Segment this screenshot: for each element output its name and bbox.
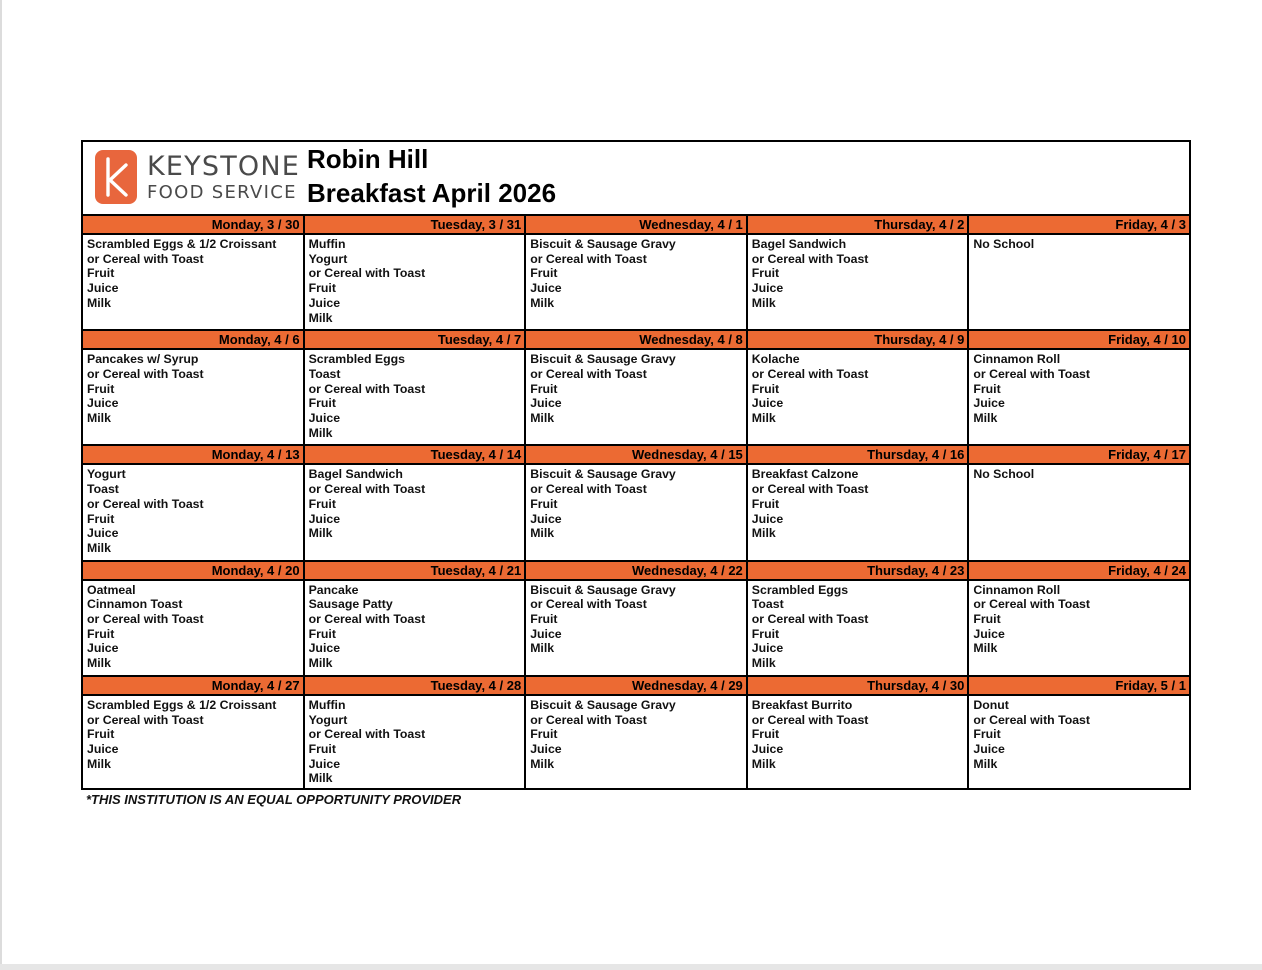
- menu-item: Fruit: [751, 266, 780, 281]
- menu-item: Biscuit & Sausage Gravy: [530, 467, 676, 482]
- menu-item: Cinnamon Roll: [973, 352, 1061, 367]
- menu-item: Scrambled Eggs: [308, 352, 405, 367]
- menu-item: Fruit: [973, 612, 1001, 627]
- day-header: Tuesday, 4 / 14: [305, 446, 525, 465]
- menu-item: Milk: [530, 295, 555, 310]
- menu-frame: [81, 140, 1191, 790]
- day-header: Wednesday, 4 / 15: [526, 446, 746, 465]
- day-header: Wednesday, 4 / 8: [526, 331, 746, 350]
- menu-item: or Cereal with Toast: [751, 366, 869, 381]
- menu-item: Fruit: [751, 381, 780, 396]
- menu-item: or Cereal with Toast: [751, 712, 869, 727]
- menu-item: Juice: [87, 641, 119, 656]
- menu-item: Milk: [973, 641, 998, 656]
- menu-item-list: [748, 235, 968, 311]
- menu-item: Pancakes w/ Syrup: [87, 352, 199, 367]
- school-name: Robin Hill: [307, 144, 429, 174]
- menu-item: Juice: [308, 641, 341, 656]
- menu-item: Fruit: [530, 381, 558, 396]
- menu-item: Juice: [973, 741, 1005, 756]
- menu-item-list: [748, 350, 968, 426]
- page-edge: [0, 0, 2, 970]
- menu-item: or Cereal with Toast: [530, 482, 647, 497]
- menu-item: or Cereal with Toast: [87, 712, 204, 727]
- menu-item-list: [526, 696, 746, 772]
- day-cell: [969, 677, 1189, 790]
- day-cell: [748, 216, 970, 329]
- menu-item-list: [83, 581, 303, 671]
- menu-item: Biscuit & Sausage Gravy: [530, 582, 676, 597]
- menu-item: Juice: [87, 741, 119, 756]
- menu-item: Fruit: [87, 266, 115, 281]
- menu-item: Scrambled Eggs & 1/2 Croissant: [87, 697, 277, 712]
- menu-item: Juice: [87, 396, 119, 411]
- menu-item-list: [748, 465, 968, 541]
- menu-item: Fruit: [973, 381, 1001, 396]
- menu-item-list: [305, 235, 525, 325]
- day-cell: [969, 446, 1189, 559]
- menu-item-list: [969, 581, 1189, 657]
- menu-item: Biscuit & Sausage Gravy: [530, 697, 676, 712]
- menu-item: or Cereal with Toast: [751, 251, 869, 266]
- menu-item: Juice: [87, 281, 119, 296]
- menu-item: Juice: [751, 741, 784, 756]
- menu-item: Pancake: [308, 582, 359, 597]
- day-cell: [305, 677, 527, 790]
- day-header: Friday, 4 / 17: [969, 446, 1189, 465]
- day-cell: [305, 331, 527, 444]
- menu-item: Oatmeal: [87, 582, 136, 597]
- week-row: [83, 216, 1189, 331]
- menu-item: Muffin: [308, 237, 346, 251]
- menu-item: Fruit: [530, 727, 558, 742]
- menu-item-list: [305, 581, 525, 671]
- day-cell: [748, 331, 970, 444]
- menu-item: Milk: [751, 411, 776, 426]
- day-header: Wednesday, 4 / 22: [526, 562, 746, 581]
- day-cell: [526, 331, 748, 444]
- menu-item: Toast: [87, 482, 119, 497]
- menu-item: Cinnamon Toast: [87, 597, 183, 612]
- day-cell: [526, 562, 748, 675]
- menu-item: Fruit: [530, 612, 558, 627]
- menu-item: Fruit: [308, 626, 336, 641]
- menu-item: Biscuit & Sausage Gravy: [530, 237, 676, 251]
- menu-item-list: [83, 465, 303, 555]
- menu-item-list: [969, 350, 1189, 426]
- menu-item: or Cereal with Toast: [308, 482, 426, 497]
- menu-item: Milk: [530, 526, 555, 541]
- menu-item: or Cereal with Toast: [87, 612, 204, 627]
- day-header: Friday, 4 / 24: [969, 562, 1189, 581]
- day-cell: [969, 216, 1189, 329]
- menu-item: Juice: [308, 511, 341, 526]
- day-header: Friday, 5 / 1: [969, 677, 1189, 696]
- day-cell: [83, 216, 305, 329]
- menu-item: Milk: [308, 771, 333, 786]
- menu-item-list: [969, 696, 1189, 772]
- menu-item-list: [305, 465, 525, 541]
- menu-item: Milk: [87, 656, 111, 671]
- day-header: Tuesday, 4 / 21: [305, 562, 525, 581]
- day-header: Friday, 4 / 3: [969, 216, 1189, 235]
- menu-item: Muffin: [308, 697, 346, 712]
- menu-item: or Cereal with Toast: [973, 597, 1090, 612]
- day-header: Thursday, 4 / 23: [748, 562, 968, 581]
- day-header: Monday, 4 / 6: [83, 331, 303, 350]
- menu-item: Juice: [530, 281, 562, 296]
- menu-item: Juice: [530, 626, 562, 641]
- menu-item: Yogurt: [87, 467, 126, 482]
- menu-item: Milk: [87, 540, 111, 555]
- keystone-k-icon: [95, 150, 137, 204]
- menu-item: Fruit: [87, 727, 115, 742]
- week-row: [83, 677, 1189, 790]
- menu-item: or Cereal with Toast: [751, 482, 869, 497]
- menu-item: Juice: [751, 641, 784, 656]
- menu-item: Milk: [973, 756, 998, 771]
- day-header: Wednesday, 4 / 1: [526, 216, 746, 235]
- menu-item: No School: [973, 467, 1035, 482]
- menu-item: Milk: [751, 526, 776, 541]
- menu-item: Toast: [751, 597, 784, 612]
- menu-item: Juice: [973, 626, 1005, 641]
- menu-item: Yogurt: [308, 712, 348, 727]
- day-header: Monday, 4 / 13: [83, 446, 303, 465]
- menu-item: or Cereal with Toast: [530, 597, 647, 612]
- day-cell: [526, 216, 748, 329]
- menu-item: Yogurt: [308, 251, 348, 266]
- menu-item: or Cereal with Toast: [87, 366, 204, 381]
- day-header: Monday, 4 / 20: [83, 562, 303, 581]
- menu-item: or Cereal with Toast: [87, 496, 204, 511]
- menu-item: Fruit: [308, 281, 336, 296]
- footnote: *THIS INSTITUTION IS AN EQUAL OPPORTUNITY PROVIDER: [86, 792, 462, 807]
- menu-item-list: [748, 696, 968, 772]
- menu-item: Fruit: [530, 496, 558, 511]
- menu-item: or Cereal with Toast: [751, 612, 869, 627]
- menu-item: Fruit: [87, 511, 115, 526]
- menu-item-list: [83, 350, 303, 426]
- menu-item: Kolache: [751, 352, 800, 367]
- week-row: [83, 562, 1189, 677]
- menu-header: [83, 142, 1189, 216]
- day-header: Friday, 4 / 10: [969, 331, 1189, 350]
- menu-item: Scrambled Eggs & 1/2 Croissant: [87, 237, 277, 251]
- menu-item: Fruit: [751, 626, 780, 641]
- day-header: Monday, 4 / 27: [83, 677, 303, 696]
- menu-item: Fruit: [87, 626, 115, 641]
- menu-item: or Cereal with Toast: [308, 266, 426, 281]
- menu-item: Biscuit & Sausage Gravy: [530, 352, 676, 367]
- menu-item: Juice: [87, 526, 119, 541]
- menu-item: Juice: [308, 295, 341, 310]
- menu-title: Breakfast April 2026: [307, 178, 557, 208]
- day-header: Wednesday, 4 / 29: [526, 677, 746, 696]
- menu-item: Juice: [751, 396, 784, 411]
- day-cell: [83, 562, 305, 675]
- day-cell: [969, 562, 1189, 675]
- menu-item: Milk: [308, 425, 333, 440]
- day-cell: [305, 562, 527, 675]
- menu-item: or Cereal with Toast: [530, 712, 647, 727]
- day-cell: [526, 446, 748, 559]
- menu-item: Milk: [87, 411, 111, 426]
- menu-item: Fruit: [751, 727, 780, 742]
- day-cell: [748, 446, 970, 559]
- menu-item: or Cereal with Toast: [87, 251, 204, 266]
- menu-item-list: [969, 465, 1189, 482]
- menu-item: Juice: [308, 756, 341, 771]
- menu-item: or Cereal with Toast: [530, 251, 647, 266]
- menu-item: Fruit: [308, 496, 336, 511]
- menu-item: Fruit: [87, 381, 115, 396]
- day-cell: [526, 677, 748, 790]
- menu-item: Cinnamon Roll: [973, 582, 1061, 597]
- menu-item: Toast: [308, 366, 341, 381]
- day-cell: [748, 677, 970, 790]
- menu-item: Milk: [87, 295, 111, 310]
- menu-item-list: [526, 350, 746, 426]
- menu-item: Milk: [87, 756, 111, 771]
- menu-item: Scrambled Eggs: [751, 582, 849, 597]
- menu-item: Bagel Sandwich: [751, 237, 847, 251]
- menu-item-list: [526, 465, 746, 541]
- keystone-logo: [93, 148, 300, 206]
- day-cell: [83, 446, 305, 559]
- logo-wordmark: KEYSTONE: [147, 151, 300, 182]
- day-header: Tuesday, 4 / 28: [305, 677, 525, 696]
- day-header: Thursday, 4 / 16: [748, 446, 968, 465]
- menu-item: Fruit: [308, 396, 336, 411]
- day-header: Tuesday, 3 / 31: [305, 216, 525, 235]
- menu-item-list: [969, 235, 1189, 252]
- menu-item-list: [526, 581, 746, 657]
- day-header: Monday, 3 / 30: [83, 216, 303, 235]
- menu-item: Breakfast Burrito: [751, 697, 853, 712]
- day-cell: [305, 446, 527, 559]
- menu-item: Milk: [530, 756, 555, 771]
- day-cell: [748, 562, 970, 675]
- menu-item: Donut: [973, 697, 1009, 712]
- menu-item: Juice: [530, 741, 562, 756]
- menu-item: Juice: [530, 511, 562, 526]
- week-row: [83, 331, 1189, 446]
- menu-item: Milk: [308, 526, 333, 541]
- menu-item: or Cereal with Toast: [973, 366, 1090, 381]
- menu-item: Juice: [530, 396, 562, 411]
- day-header: Thursday, 4 / 2: [748, 216, 968, 235]
- menu-item: or Cereal with Toast: [973, 712, 1090, 727]
- menu-item: or Cereal with Toast: [308, 381, 426, 396]
- menu-item: No School: [973, 237, 1035, 251]
- menu-item: Juice: [308, 411, 341, 426]
- logo-tagline: FOOD SERVICE: [147, 182, 297, 203]
- menu-item: Milk: [308, 310, 333, 325]
- menu-item: Milk: [308, 656, 333, 671]
- day-header: Tuesday, 4 / 7: [305, 331, 525, 350]
- menu-item-list: [305, 696, 525, 786]
- day-header: Thursday, 4 / 30: [748, 677, 968, 696]
- menu-item: Juice: [751, 281, 784, 296]
- menu-item-list: [748, 581, 968, 671]
- menu-calendar-grid: [83, 216, 1189, 790]
- menu-item: Milk: [530, 411, 555, 426]
- menu-item-list: [526, 235, 746, 311]
- menu-item: Milk: [751, 295, 776, 310]
- day-cell: [305, 216, 527, 329]
- day-cell: [83, 331, 305, 444]
- menu-item: or Cereal with Toast: [308, 727, 426, 742]
- menu-item: Bagel Sandwich: [308, 467, 403, 482]
- menu-item: Juice: [973, 396, 1005, 411]
- menu-item: Juice: [751, 511, 784, 526]
- menu-item-list: [83, 696, 303, 772]
- menu-item-list: [305, 350, 525, 440]
- menu-item: Milk: [973, 411, 998, 426]
- menu-item: or Cereal with Toast: [530, 366, 647, 381]
- menu-item: Milk: [751, 656, 776, 671]
- menu-item-list: [83, 235, 303, 311]
- menu-item: Milk: [530, 641, 555, 656]
- day-cell: [969, 331, 1189, 444]
- menu-item: Fruit: [308, 741, 336, 756]
- menu-item: Sausage Patty: [308, 597, 393, 612]
- day-header: Thursday, 4 / 9: [748, 331, 968, 350]
- menu-item: Milk: [751, 756, 776, 771]
- page-edge-bottom: [0, 964, 1262, 970]
- menu-item: or Cereal with Toast: [308, 612, 426, 627]
- menu-item: Breakfast Calzone: [751, 467, 859, 482]
- menu-item: Fruit: [751, 496, 780, 511]
- menu-item: Fruit: [530, 266, 558, 281]
- week-row: [83, 446, 1189, 561]
- menu-item: Fruit: [973, 727, 1001, 742]
- day-cell: [83, 677, 305, 790]
